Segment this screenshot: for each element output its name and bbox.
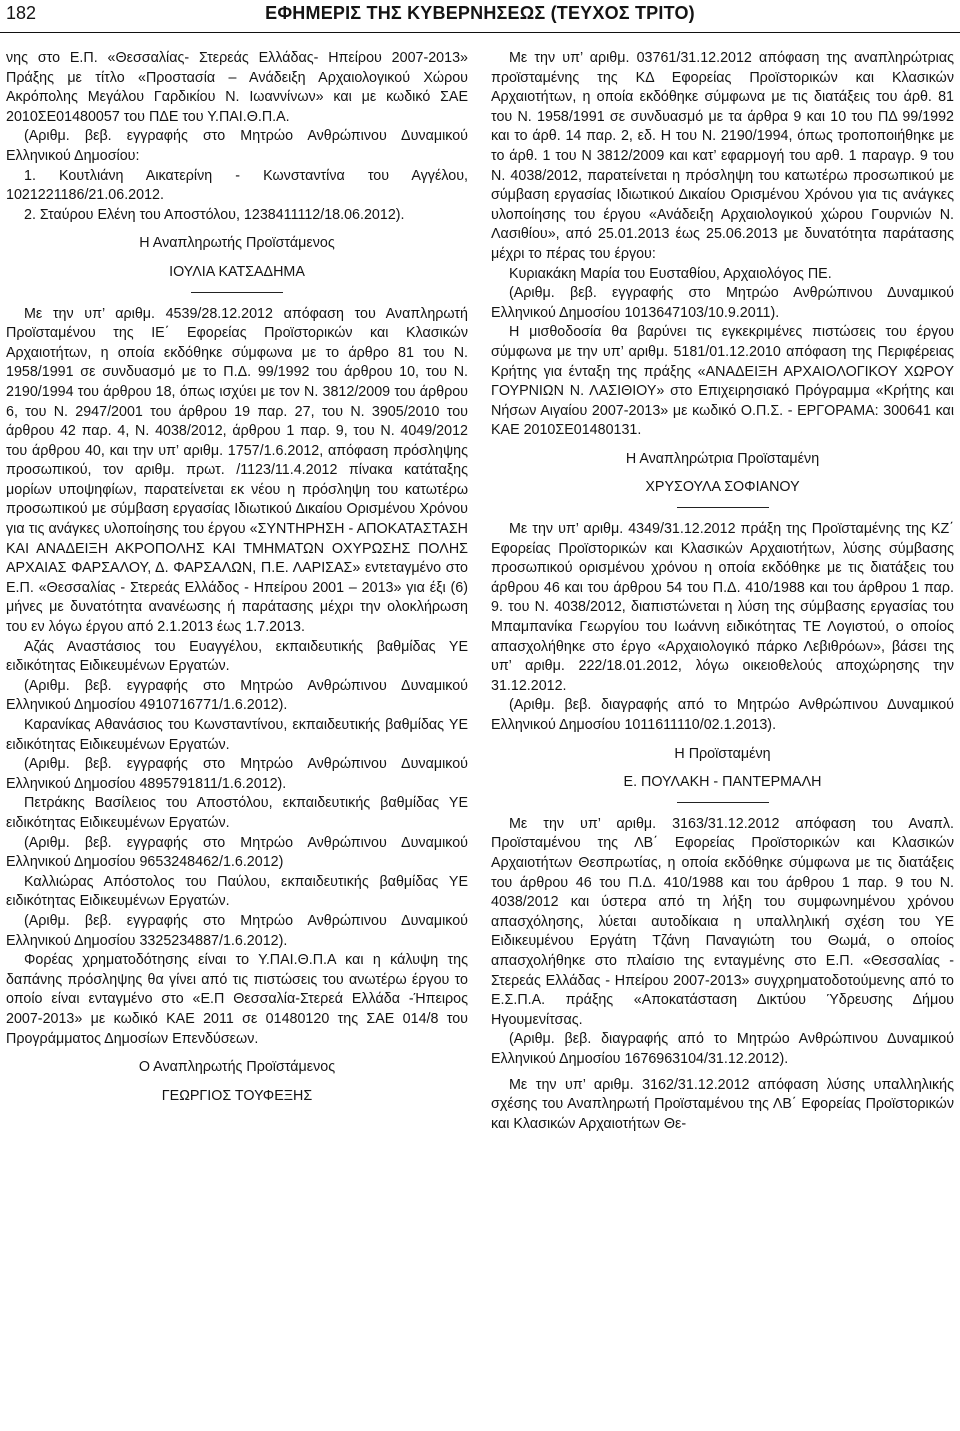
paragraph: νης στο Ε.Π. «Θεσσαλίας- Στερεάς Ελλάδας- Ηπείρου 2007-2013» Πράξης με τίτλο «Προστασία – Ανάδειξη Αρχαιολογικού Χώρου Ακρόπολης Μεγάλου Γαρδικίου Ν. Ιωαννίνων» και με κωδικό ΣΑΕ 2010ΣΕ01480057 του ΠΔΕ του Υ.ΠΑΙ.Θ.Π.Α. <box>6 50 468 125</box>
paragraph: Κυριακάκη Μαρία του Ευσταθίου, Αρχαιολόγος ΠΕ. <box>509 265 832 282</box>
paragraph: Με την υπ’ αριθμ. 4349/31.12.2012 πράξη της Προϊσταμένης της ΚΖ΄ Εφορείας Προϊστορικών και Κλασικών Αρχαιοτήτων, λύσης σύμβασης προσωπικού ορισμένου χρόνου η οποία εκδόθηκε με τις διατάξεις του άρθρου 46 και του άρθρου 54 του Π.Δ. 410/1988 και του άρθρου 1 παρ. 9. του Ν. 4038/2012, διαπιστώνεται η λύση της σύμβασης εργασίας του Μπαμπανίκα Γεωργίου του Ιωάννη ειδικότητας ΤΕ Λογιστού, ο οποίος απασχολήθηκε στο έργο «Αρχαιολογικό πάρκο Λεβιθρόων», βάσει της υπ’ αριθμ. 222/18.01.2012, λόγω οικειοθελούς αποχώρησης την 31.12.2012. <box>491 521 954 694</box>
paragraph: (Αριθμ. βεβ. διαγραφής από το Μητρώο Ανθρώπινου Δυναμικού Ελληνικού Δημοσίου 1676963104/31.12.2012). <box>491 1031 954 1067</box>
journal-title: ΕΦΗΜΕΡΙΣ ΤΗΣ ΚΥΒΕΡΝΗΣΕΩΣ (ΤΕΥΧΟΣ ΤΡΙΤΟ) <box>265 3 695 23</box>
paragraph: Με την υπ’ αριθμ. 03761/31.12.2012 απόφαση της αναπληρώτριας προϊσταμένης της ΚΔ Εφορείας Προϊστορικών και Κλασικών Αρχαιοτήτων, η οποία εκδόθηκε σύμφωνα με τις διατάξεις του άρθ. 81 του Ν. 1958/1991 σε συνδυασμό με τα άρθρα 9 και 10 του ΠΔ 99/1992 και το άρθ. 14 παρ. 2, εδ. Η του Ν. 2190/1994, όπως τροποποιήθηκε με το άρθ. 1 του Ν 3812/2009 και κατ’ εφαρμογή του αρθ. 1 παραγρ. 9 του Ν. 4038/2012, παρατείνεται η πρόσληψη του κατωτέρω προσωπικού με σύμβαση εργασίας Ιδιωτικού Δικαίου Ορισμένου Χρόνου για τις ανάγκες υλοποίησης του έργου «Ανάδειξη Αρχαιολογικού χώρου Γουρνιών Ν. Λασιθίου», από 25.01.2013 έως 25.06.2013 με δυνατότητα παράτασης μέχρι το πέρας του έργου: <box>491 50 954 262</box>
paragraph: (Αριθμ. βεβ. εγγραφής στο Μητρώο Ανθρώπινου Δυναμικού Ελληνικού Δημοσίου: <box>6 128 468 164</box>
signature-role: Η Αναπληρωτής Προϊστάμενος <box>139 235 335 252</box>
paragraph: Αζάς Αναστάσιος του Ευαγγέλου, εκπαιδευτικής βαθμίδας ΥΕ ειδικότητας Ειδικευμένων Εργατών. <box>6 638 468 675</box>
paragraph: Πετράκης Βασίλειος του Αποστόλου, εκπαιδευτικής βαθμίδας ΥΕ ειδικότητας Ειδικευμένων Εργατών. <box>6 795 468 831</box>
paragraph: Με την υπ’ αριθμ. 3163/31.12.2012 απόφαση του Αναπλ. Προϊσταμένου της ΛΒ΄ Εφορείας Προϊστορικών και Κλασικών Αρχαιοτήτων Θεσπρωτίας, η οποία εκδόθηκε σύμφωνα με τις διατάξεις του άρθρου 46 του Π.Δ. 410/1988 και του άρθρου 1 παρ. 9 του Ν. 4038/2012 και ύστερα από τη λήξη του συμφωνημένου χρόνου απασχόλησης, λύεται αυτοδίκαια η υπαλληλική σχέση του ΥΕ Ειδικευμένου Εργάτη Τζάνη Παναγιώτη του Θωμά, ο οποίος απασχολήθηκε στο πλαίσιο της ενταγμένης στο Ε.Π. «Θεσσαλίας - Στερεάς Ελλάδας - Ηπείρου 2007-2013» συγχρηματοδοτούμενης από το Ε.Σ.Π.Α. πράξης «Αποκατάσταση Δικτύου Ύδρευσης Δήμου Ηγουμενίτσας. <box>491 815 954 1028</box>
paragraph: (Αριθμ. βεβ. διαγραφής από το Μητρώο Ανθρώπινου Δυναμικού Ελληνικού Δημοσίου 1011611110/02.1.2013). <box>491 697 954 733</box>
paragraph: (Αριθμ. βεβ. εγγραφής στο Μητρώο Ανθρώπινου Δυναμικού Ελληνικού Δημοσίου 1013647103/10.9.2011). <box>491 285 954 321</box>
page-number: 182 <box>6 3 37 23</box>
paragraph: 1. Κουτλιάνη Αικατερίνη - Κωνσταντίνα του Αγγέλου, 1021221186/21.06.2012. <box>6 167 468 204</box>
paragraph: Η μισθοδοσία θα βαρύνει τις εγκεκριμένες πιστώσεις του έργου σύμφωνα με την υπ’ αριθμ. 5181/01.12.2010 απόφαση της Περιφέρειας Κρήτης για ένταξη της πράξης «ΑΝΑΔΕΙΞΗ ΑΡΧΑΙΟΛΟΓΙΚΟΥ ΧΩΡΟΥ ΓΟΥΡΝΙΩΝ Ν. ΛΑΣΙΘΙΟΥ» στο Επιχειρησιακό Πρόγραμμα «Κρήτης και Νήσων Αιγαίου 2007-2013» με κωδικό Ο.Π.Σ. - ΕΡΓΟΡΑΜΑ: 300641 και ΚΑΕ 2010ΣΕ01480131. <box>491 324 954 439</box>
paragraph: Με την υπ’ αριθμ. 4539/28.12.2012 απόφαση του Αναπληρωτή Προϊσταμένου της ΙΕ΄ Εφορείας Προϊστορικών και Κλασικών Αρχαιοτήτων, η οποία εκδόθηκε σύμφωνα με το άρθρο 81 του Ν. 1958/1991 σε συνδυασμό με το Π.Δ. 99/1992 του άρθρου 10, του Ν. 2190/1994 του άρθρου 18, όπως ισχύει με τον Ν. 3812/2009 του άρθρου 6, του Ν. 2947/2001 του άρθρου 19 παρ. 27, του Ν. 3905/2010 του άρθρου 42 παρ. 4, Ν. 4038/2012, άρθρου 1 παρ. 9, του Ν. 4049/2012 του άρθρου 40, και την υπ’ αριθμ. 1757/1.6.2012, απόφαση πρόσληψης προσωπικού, τον αριθμ. πρωτ. /1123/11.4.2012 πίνακα κατάταξης μορίων υποψηφίων, παρατείνεται εκ νέου η πρόσληψη του κατωτέρω προσωπικού με σύμβαση εργασίας Ιδιωτικού Δικαίου Ορισμένου Χρόνου για τις ανάγκες υλοποίησης του έργου «ΣΥΝΤΗΡΗΣΗ - ΑΠΟΚΑΤΑΣΤΑΣΗ ΚΑΙ ΑΝΑΔΕΙΞΗ ΑΚΡΟΠΟΛΗΣ ΚΑΙ ΤΜΗΜΑΤΩΝ ΟΧΥΡΩΣΗΣ ΠΟΛΗΣ ΑΡΧΑΙΑΣ ΦΑΡΣΑΛΟΥ, Δ. ΦΑΡΣΑΛΩΝ, Π.Ε. ΛΑΡΙΣΑΣ» εντεταγμένο στο Ε.Π. «Θεσσαλίας - Στερεάς Ελλάδος - Ηπείρου 2001 – 2013» για έξι (6) μήνες με δυνατότητα ανανέωσης ή παράτασης μέχρι την ολοκλήρωση του εν λόγω έργου από 2.1.2013 έως 1.7.2013. <box>6 305 468 636</box>
header-rule <box>0 32 960 33</box>
paragraph: Καλλιώρας Απόστολος του Παύλου, εκπαιδευτικής βαθμίδας ΥΕ ειδικότητας Ειδικευμένων Εργατών. <box>6 873 468 910</box>
paragraph: (Αριθμ. βεβ. εγγραφής στο Μητρώο Ανθρώπινου Δυναμικού Ελληνικού Δημοσίου 3325234887/1.6.2012). <box>6 912 468 949</box>
signature-role: Ο Αναπληρωτής Προϊστάμενος <box>138 1059 336 1076</box>
signature-name: ΙΟΥΛΙΑ ΚΑΤΣΑΔΗΜΑ <box>169 263 305 280</box>
paragraph: Καρανίκας Αθανάσιος του Κωνσταντίνου, εκπαιδευτικής βαθμίδας ΥΕ ειδικότητας Ειδικευμένων Εργατών. <box>6 717 468 753</box>
paragraph: (Αριθμ. βεβ. εγγραφής στο Μητρώο Ανθρώπινου Δυναμικού Ελληνικού Δημοσίου 4910716771/1.6.2012). <box>6 677 468 714</box>
paragraph: Φορέας χρηματοδότησης είναι το Υ.ΠΑΙ.Θ.Π.Α και η κάλυψη της δαπάνης πρόσληψης θα γίνει από τις πιστώσεις του ανωτέρω έργου το οποίο είναι ενταγμένο στο «Ε.Π Θεσσαλία-Στερεά Ελλάδα -Ήπειρος 2007-2013» με κωδικό ΚΑΕ 2011 σε 01480120 της ΣΑΕ 014/8 του Προγράμματος Δημοσίων Επενδύσεων. <box>6 952 468 1047</box>
right-column <box>491 49 954 1134</box>
signature-role: Η Αναπληρώτρια Προϊσταμένη <box>625 450 820 467</box>
paragraph: (Αριθμ. βεβ. εγγραφής στο Μητρώο Ανθρώπινου Δυναμικού Ελληνικού Δημοσίου 9653248462/1.6.2012) <box>6 834 468 871</box>
separator-rule <box>677 802 769 803</box>
paragraph: 2. Σταύρου Ελένη του Αποστόλου, 1238411112/18.06.2012). <box>24 206 405 223</box>
signature-name: ΓΕΩΡΓΙΟΣ ΤΟΥΦΕΞΗΣ <box>161 1087 313 1104</box>
signature-role: Η Προϊσταμένη <box>674 745 771 762</box>
page-header <box>0 0 960 30</box>
left-column <box>6 49 468 1106</box>
separator-rule <box>677 507 769 508</box>
separator-rule <box>191 292 283 293</box>
signature-name: Ε. ΠΟΥΛΑΚΗ - ΠΑΝΤΕΡΜΑΛΗ <box>623 774 822 791</box>
paragraph: (Αριθμ. βεβ. εγγραφής στο Μητρώο Ανθρώπινου Δυναμικού Ελληνικού Δημοσίου 4895791811/1.6.2012). <box>6 756 468 792</box>
paragraph: Με την υπ’ αριθμ. 3162/31.12.2012 απόφαση λύσης υπαλληλικής σχέσης του Αναπληρωτή Προϊσταμένου της ΛΒ΄ Εφορείας Προϊστορικών και Κλασικών Αρχαιοτήτων Θε- <box>491 1076 954 1132</box>
signature-name: ΧΡΥΣΟΥΛΑ ΣΟΦΙΑΝΟΥ <box>645 479 800 496</box>
